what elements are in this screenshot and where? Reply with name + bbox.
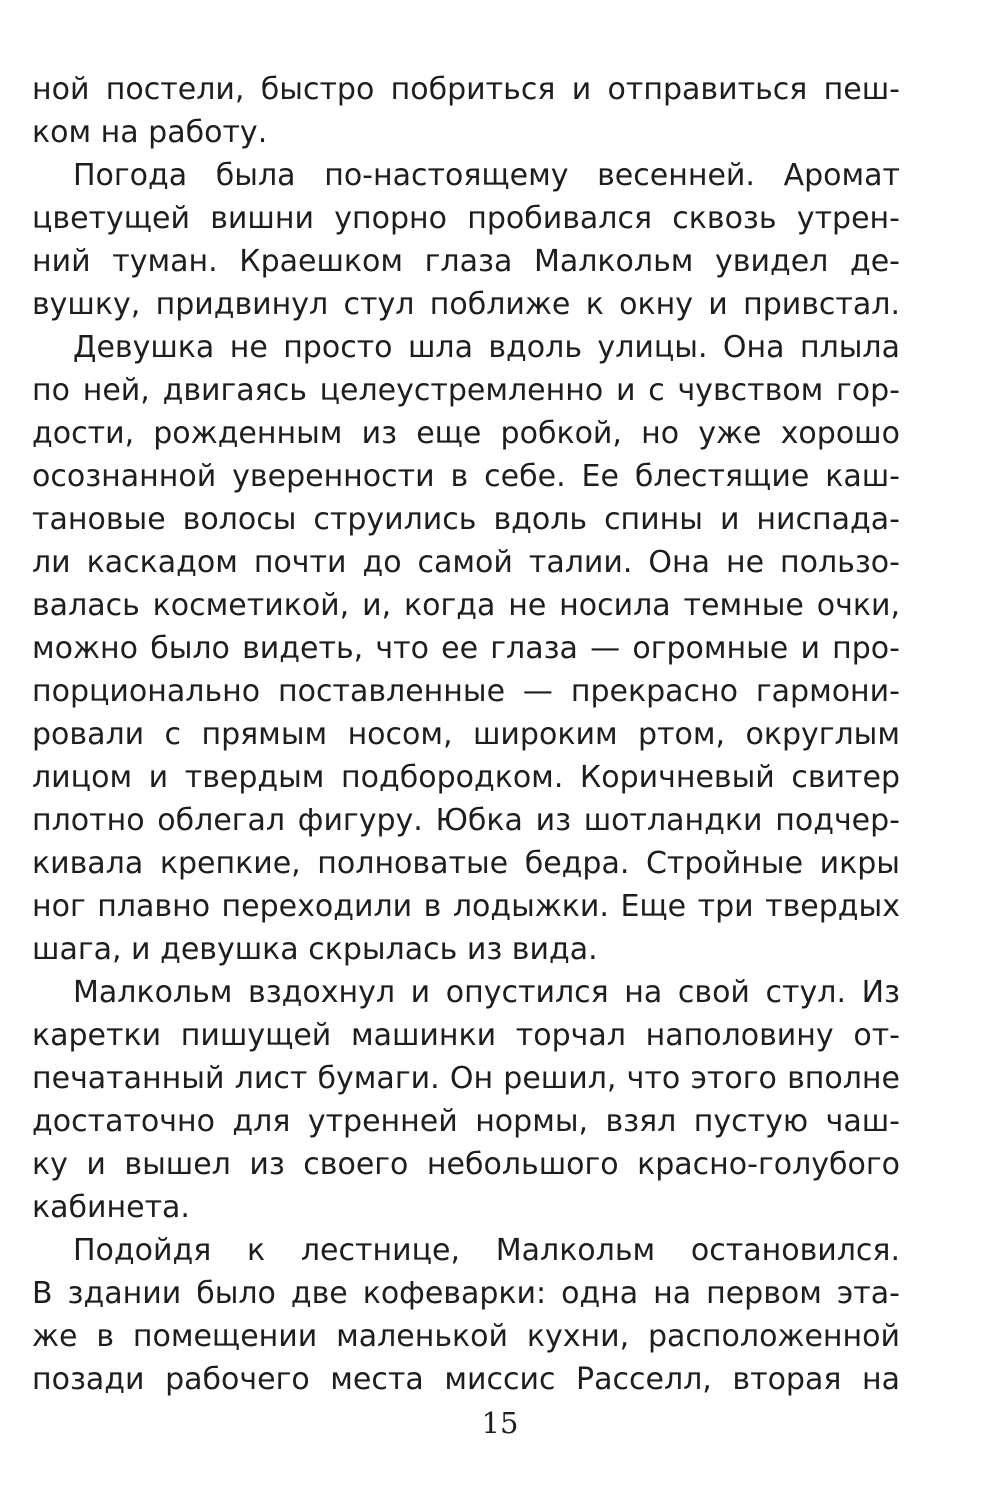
- text-line: Подойдя к лестнице, Малкольм остановился.: [73, 1233, 900, 1268]
- body-text: [32, 68, 900, 1401]
- text-line: кабинета.: [32, 1190, 190, 1225]
- paragraph: [32, 68, 900, 154]
- text-line: ног плавно переходили в лодыжки. Еще три твердых: [32, 889, 900, 924]
- text-line: ной постели, быстро побриться и отправиться пеш-: [32, 72, 900, 107]
- text-line: лицом и твердым подбородком. Коричневый свитер: [32, 760, 900, 795]
- text-line: ровали с прямым носом, широким ртом, округлым: [32, 717, 900, 752]
- text-line: ний туман. Краешком глаза Малкольм увидел де-: [32, 244, 900, 279]
- text-line: Погода была по-настоящему весенней. Аромат: [73, 158, 900, 193]
- text-line: плотно облегал фигуру. Юбка из шотландки подчер-: [32, 803, 900, 838]
- paragraph: [32, 971, 900, 1229]
- text-line: ли каскадом почти до самой талии. Она не пользо-: [32, 545, 900, 580]
- text-line: печатанный лист бумаги. Он решил, что этого вполне: [32, 1061, 900, 1096]
- text-line: Девушка не просто шла вдоль улицы. Она плыла: [73, 330, 900, 365]
- text-line: позади рабочего места миссис Расселл, вторая на: [32, 1362, 900, 1397]
- text-line: же в помещении маленькой кухни, расположенной: [32, 1319, 900, 1354]
- text-line: В здании было две кофеварки: одна на первом эта-: [32, 1276, 900, 1311]
- text-line: порционально поставленные — прекрасно гармони-: [32, 674, 900, 709]
- text-line: ком на работу.: [32, 115, 268, 150]
- text-line: каретки пишущей машинки торчал наполовину от-: [32, 1018, 900, 1053]
- text-line: цветущей вишни упорно пробивался сквозь утрен-: [32, 201, 900, 236]
- paragraph: [32, 154, 900, 326]
- text-line: валась косметикой, и, когда не носила темные очки,: [32, 588, 900, 623]
- text-line: тановые волосы струились вдоль спины и ниспада-: [32, 502, 900, 537]
- text-line: ку и вышел из своего небольшого красно-голубого: [32, 1147, 900, 1182]
- text-line: можно было видеть, что ее глаза — огромные и про-: [32, 631, 900, 666]
- text-line: шага, и девушка скрылась из вида.: [32, 932, 598, 967]
- text-line: достаточно для утренней нормы, взял пустую чаш-: [32, 1104, 900, 1139]
- text-line: кивала крепкие, полноватые бедра. Стройные икры: [32, 846, 900, 881]
- text-line: Малкольм вздохнул и опустился на свой стул. Из: [73, 975, 900, 1010]
- page-number: 15: [481, 1406, 519, 1440]
- paragraph: [32, 1229, 900, 1401]
- text-line: по ней, двигаясь целеустремленно и с чувством гор-: [32, 373, 900, 408]
- text-line: дости, рожденным из еще робкой, но уже хорошо: [32, 416, 900, 451]
- text-line: вушку, придвинул стул поближе к окну и привстал.: [32, 287, 900, 322]
- text-line: осознанной уверенности в себе. Ее блестящие каш-: [32, 459, 900, 494]
- paragraph: [32, 326, 900, 971]
